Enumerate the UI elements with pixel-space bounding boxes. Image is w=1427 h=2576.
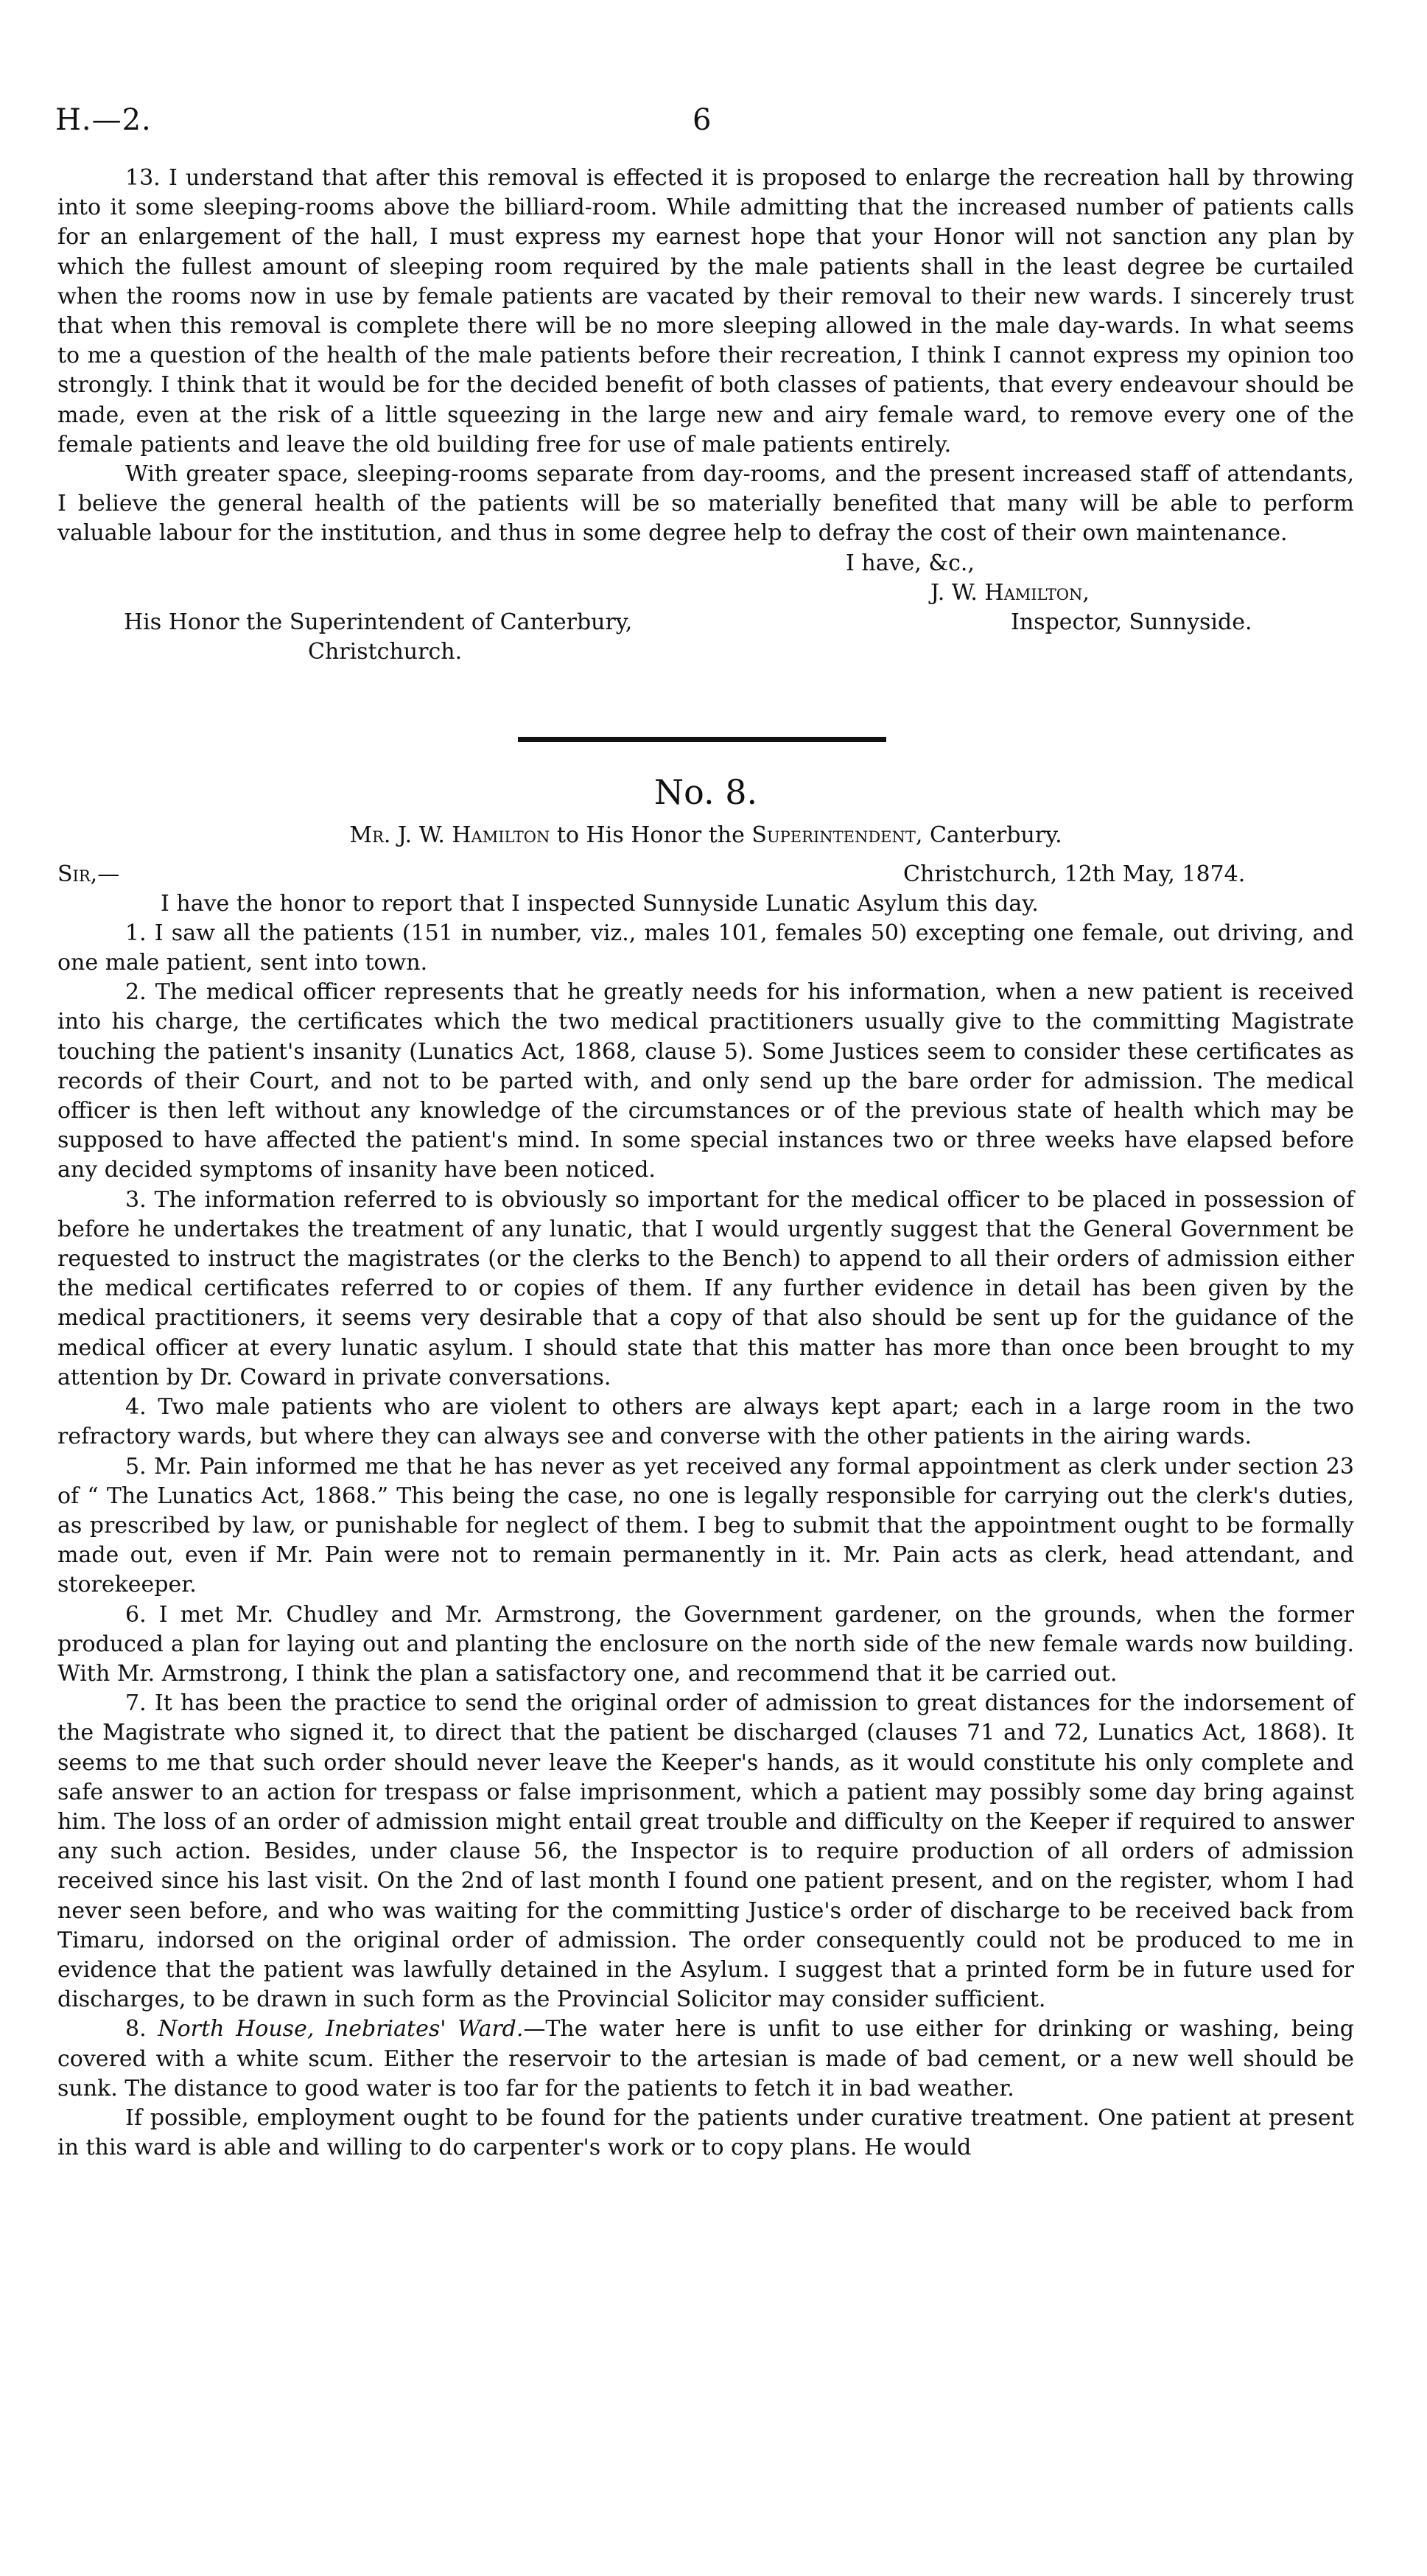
paragraph-4: 4. Two male patients who are violent to others are always kept apart; each in a large room in the two refractory wards, but where they can always see and converse with the other patients in the airing wards. [57,1394,1354,1450]
paragraph-8-heading: North House, Inebriates' Ward. [158,2016,524,2043]
recipient-title: Superintendent [751,822,916,848]
letter-subtitle [57,820,1354,851]
paragraph-6: 6. I met Mr. Chudley and Mr. Armstrong, the Government gardener, on the grounds, when the former produced a plan for laying out and planting the enclosure on the north side of the new female wards now building. With Mr. Armstrong, I think the plan a satisfactory one, and recommend that it be carried out. [57,1601,1354,1687]
report-intro: I have the honor to report that I inspected Sunnyside Lunatic Asylum this day. [161,890,1039,917]
paragraph-5: 5. Mr. Pain informed me that he has never as yet received any formal appointment as clerk under section 23 of “ The Lunatics Act, 1868.” This being the case, no one is legally responsible for carrying out the clerk's duties, as prescribed by law, or punishable for neglect of them. I beg to submit that the appointment ought to be formally made out, even if Mr. Pain were not to remain permanently in it. Mr. Pain acts as clerk, head attendant, and storekeeper. [57,1453,1354,1598]
paragraph-9: If possible, employment ought to be found for the patients under curative treatment. One patient at present in this ward is able and willing to do carpenter's work or to copy plans. He would [57,2104,1354,2161]
recipient-prefix: to His Honor the [556,822,745,848]
document-body [57,164,1354,2163]
signoff: I have, &c., [846,550,975,576]
addressee: His Honor the Superintendent of Canterbury, [124,609,633,635]
signature-title: Inspector, Sunnyside. [1011,609,1252,635]
paragraph-3: 3. The information referred to is obviously so important for the medical officer to be placed in possession of before he undertakes the treatment of any lunatic, that I would urgently suggest that the General Government be requested to instruct the magistrates (or the clerks to the Bench) to append to all their orders of admission either the medical certificates referred to or copies of them. If any further evidence in detail has been given by the medical practitioners, it seems very desirable that a copy of that also should be sent up for the guidance of the medical officer at every lunatic asylum. I should state that this matter has more than once been brought to my attention by Dr. Coward in private conversations. [57,1186,1354,1390]
series-label: H.—2. [55,103,152,137]
section-divider [518,737,886,742]
paragraph-7: 7. It has been the practice to send the original order of admission to great distances for the indorsement of the Magistrate who signed it, to direct that the patient be discharged (clauses 71 and 72, Lunatics Act, 1868). It seems to me that such order should never leave the Keeper's hands, as it would constitute his only complete and safe answer to an action for trespass or false imprisonment, which a patient may possibly some day bring against him. The loss of an order of admission might entail great trouble and difficulty on the Keeper if required to answer any such action. Besides, under clause 56, the Inspector is to require production of all orders of admission received since his last visit. On the 2nd of last month I found one patient present, and on the register, whom I had never seen before, and who was waiting for the committing Justice's order of discharge to be received back from Timaru, indorsed on the original order of admission. The order consequently could not be produced to me in evidence that the patient was lawfully detained in the Asylum. I suggest that a printed form be in future used for discharges, to be drawn in such form as the Provincial Solicitor may consider sufficient. [57,1690,1354,2013]
paragraph-8-number: 8. [125,2016,147,2043]
paragraph-8 [57,2015,1354,2104]
page-number: 6 [693,103,712,137]
addressee-city: Christchurch. [308,638,463,665]
paragraph-8-body: —The water here is unfit to use either for drinking or washing, being covered with a white scum. Either the reservoir to the artesian is made of bad cement, or a new well should be sunk. The distance to good water is too far for the patients to fetch it in bad weather. [57,2016,1354,2101]
place-date: Christchurch, 12th May, 1874. [903,861,1246,887]
paragraph-2: 2. The medical officer represents that he greatly needs for his information, when a new patient is received into his charge, the certificates which the two medical practitioners usually give to the committing Magistrate touching the patient's insanity (Lunatics Act, 1868, clause 5). Some Justices seem to consider these certificates as records of their Court, and not to be parted with, and only send up the bare order for admission. The medical officer is then left without any knowledge of the circumstances or of the previous state of health which may be supposed to have affected the patient's mind. In some special instances two or three weeks have elapsed before any decided symptoms of insanity have been noticed. [57,979,1354,1183]
signature-block [57,549,1354,696]
signature-name: J. W. Hamilton, [930,579,1090,606]
letter-number-title: No. 8. [653,771,758,812]
sender-name: Mr. J. W. Hamilton [349,822,550,848]
recipient-suffix: , Canterbury. [915,822,1062,848]
salutation-row [57,860,1354,889]
paragraph-closing: With greater space, sleeping-rooms separate from day-rooms, and the present increased staff of attendants, I believe the general health of the patients will be so materially benefited that many will be able to perform valuable labour for the institution, and thus in some degree help to defray the cost of their own maintenance. [57,461,1354,547]
paragraph-1: 1. I saw all the patients (151 in number, viz., males 101, females 50) excepting one female, out driving, and one male patient, sent into town. [57,920,1354,976]
salutation: Sir,— [57,861,120,887]
page-header [55,103,1352,147]
paragraph-13: 13. I understand that after this removal is effected it is proposed to enlarge the recreation hall by throwing into it some sleeping-rooms above the billiard-room. While admitting that the increased number of patients calls for an enlargement of the hall, I must express my earnest hope that your Honor will not sanction any plan by which the fullest amount of sleeping room required by the male patients shall in the least degree be curtailed when the rooms now in use by female patients are vacated by their removal to their new wards. I sincerely trust that when this removal is complete there will be no more sleeping allowed in the male day-wards. In what seems to me a question of the health of the male patients before their recreation, I think I cannot express my opinion too strongly. I think that it would be for the decided benefit of both classes of patients, that every endeavour should be made, even at the risk of a little squeezing in the large new and airy female ward, to remove every one of the female patients and leave the old building free for use of male patients entirely. [57,165,1354,458]
